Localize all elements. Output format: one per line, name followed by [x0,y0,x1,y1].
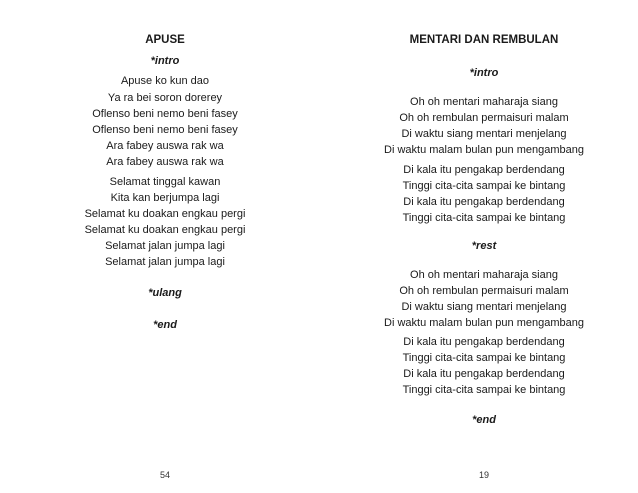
lyric-line: Di waktu siang mentari menjelang [401,128,567,140]
lyric-line: Tinggi cita-cita sampai ke bintang [402,352,566,364]
lyric-line: Kita kan berjumpa lagi [110,192,220,204]
song-title: APUSE [145,34,185,46]
rest-marker: *rest [471,240,497,252]
lyric-line: Oh oh rembulan permaisuri malam [399,112,569,124]
lyric-line: Tinggi cita-cita sampai ke bintang [402,384,566,396]
lyric-line: Selamat jalan jumpa lagi [105,256,225,268]
end-marker: *end [153,319,177,331]
page-number: 19 [478,470,489,480]
lyric-line: Di waktu malam bulan pun mengambang [384,317,584,329]
lyric-line: Ya ra bei soron dorerey [107,92,223,104]
lyric-line: Selamat ku doakan engkau pergi [84,208,246,220]
lyric-line: Di kala itu pengakap berdendang [403,196,565,208]
lyric-line: Selamat tinggal kawan [109,176,221,188]
intro-marker: *intro [150,55,180,67]
lyric-line: Ara fabey auswa rak wa [106,156,224,168]
end-marker: *end [472,414,496,426]
song-title: MENTARI DAN REMBULAN [409,34,559,46]
lyric-line: Ara fabey auswa rak wa [106,140,224,152]
lyric-line: Di kala itu pengakap berdendang [403,368,565,380]
lyric-line: Tinggi cita-cita sampai ke bintang [402,180,566,192]
lyric-line: Oh oh rembulan permaisuri malam [399,285,569,297]
lyric-line: Oh oh mentari maharaja siang [410,96,558,108]
right-page [330,0,638,493]
lyric-line: Selamat jalan jumpa lagi [105,240,225,252]
lyric-line: Oflenso beni nemo beni fasey [92,124,238,136]
ulang-marker: *ulang [148,287,182,299]
lyric-line: Oflenso beni nemo beni fasey [92,108,238,120]
page-number: 54 [159,470,170,480]
lyric-line: Di waktu siang mentari menjelang [401,301,567,313]
intro-marker: *intro [469,67,499,79]
lyric-line: Di waktu malam bulan pun mengambang [384,144,584,156]
lyric-line: Selamat ku doakan engkau pergi [84,224,246,236]
lyric-line: Di kala itu pengakap berdendang [403,164,565,176]
lyric-line: Oh oh mentari maharaja siang [410,269,558,281]
lyric-line: Tinggi cita-cita sampai ke bintang [402,212,566,224]
lyric-line: Apuse ko kun dao [120,75,210,87]
lyric-line: Di kala itu pengakap berdendang [403,336,565,348]
